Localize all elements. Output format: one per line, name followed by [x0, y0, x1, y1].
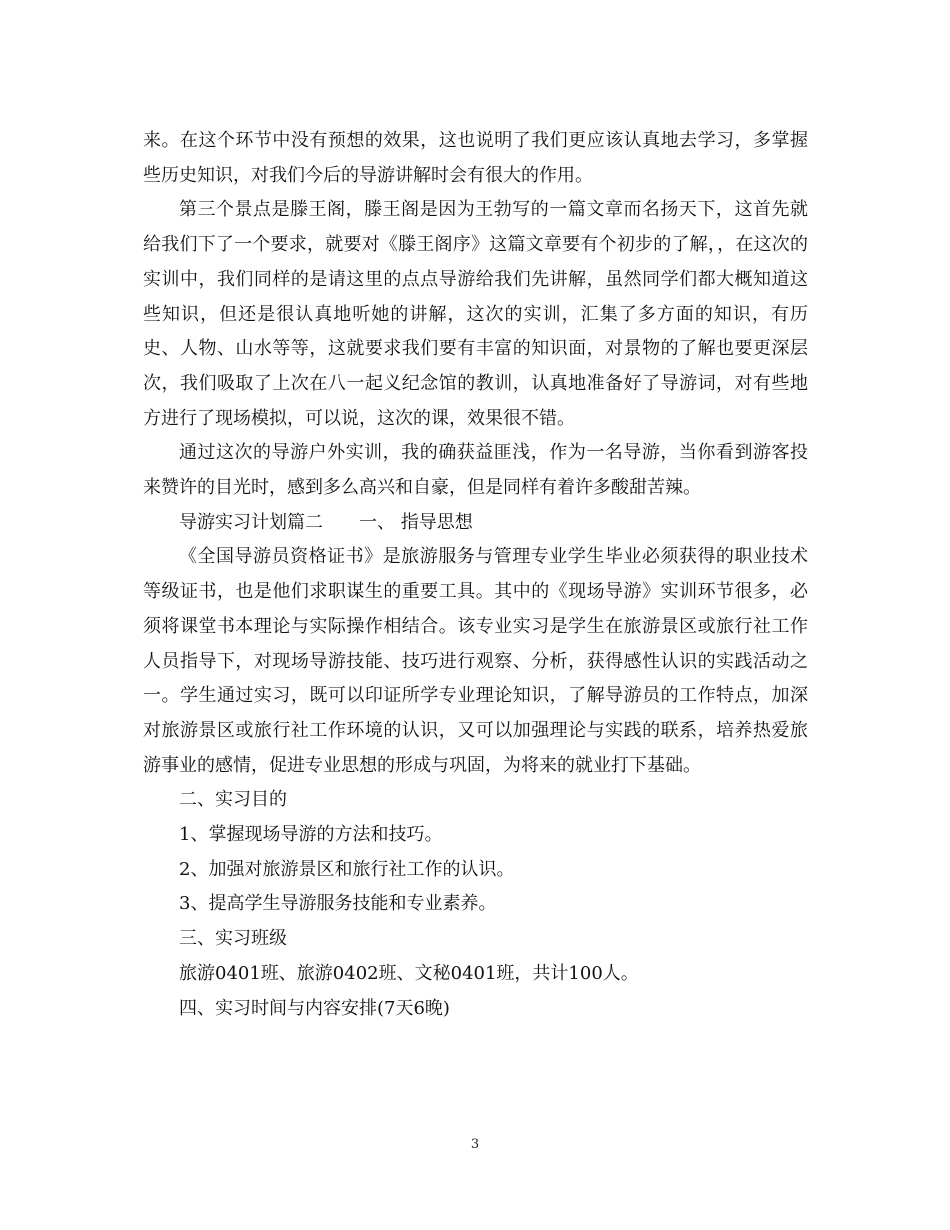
- section-heading: 四、实习时间与内容安排(7天6晚): [179, 997, 450, 1019]
- page-number: 3: [470, 1137, 480, 1152]
- paragraph: 来。在这个环节中没有预想的效果，这也说明了我们更应该认真地去学习，多掌握些历史知识，对我们今后的导游讲解时会有很大的作用。: [143, 130, 808, 186]
- paragraph: 第三个景点是滕王阁，滕王阁是因为王勃写的一篇文章而名扬天下，这首先就给我们下了一个要求，就要对《滕王阁序》这篇文章要有个初步的了解，，在这次的实训中，我们同样的是请这里的点点导游给我们先讲解，虽然同学们都大概知道这些知识，但还是很认真地听她的讲解，这次的实训，汇集了多方面的知识，有历史、人物、山水等等，这就要求我们要有丰富的知识面，对景物的了解也要更深层次，我们吸取了上次在八一起义纪念馆的教训，认真地准备好了导游词，对有些地方进行了现场模拟，可以说，这次的课，效果很不错。: [143, 199, 808, 429]
- list-item: 1、掌握现场导游的方法和技巧。: [179, 824, 443, 846]
- section-heading: 三、实习班级: [179, 928, 287, 950]
- paragraph: 《全国导游员资格证书》是旅游服务与管理专业学生毕业必须获得的职业技术等级证书，也是他们求职谋生的重要工具。其中的《现场导游》实训环节很多，必须将课堂书本理论与实际操作相结合。该专业实习是学生在旅游景区或旅行社工作人员指导下，对现场导游技能、技巧进行观察、分析，获得感性认识的实践活动之一。学生通过实习，既可以印证所学专业理论知识，了解导游员的工作特点，加深对旅游景区或旅行社工作环境的认识，又可以加强理论与实践的联系，培养热爱旅游事业的感情，促进专业思想的形成与巩固，为将来的就业打下基础。: [143, 546, 808, 776]
- document-body: [143, 124, 808, 1026]
- section-heading: 二、实习目的: [179, 789, 287, 811]
- paragraph: 旅游0401班、旅游0402班、文秘0401班，共计100人。: [179, 962, 639, 984]
- list-item: 2、加强对旅游景区和旅行社工作的认识。: [179, 858, 515, 880]
- paragraph: 通过这次的导游户外实训，我的确获益匪浅，作为一名导游，当你看到游客投来赞许的目光时，感到多么高兴和自豪，但是同样有着许多酸甜苦辣。: [143, 442, 808, 499]
- list-item: 3、提高学生导游服务技能和专业素养。: [179, 893, 497, 915]
- section-heading: 导游实习计划篇二 一、 指导思想: [179, 511, 473, 533]
